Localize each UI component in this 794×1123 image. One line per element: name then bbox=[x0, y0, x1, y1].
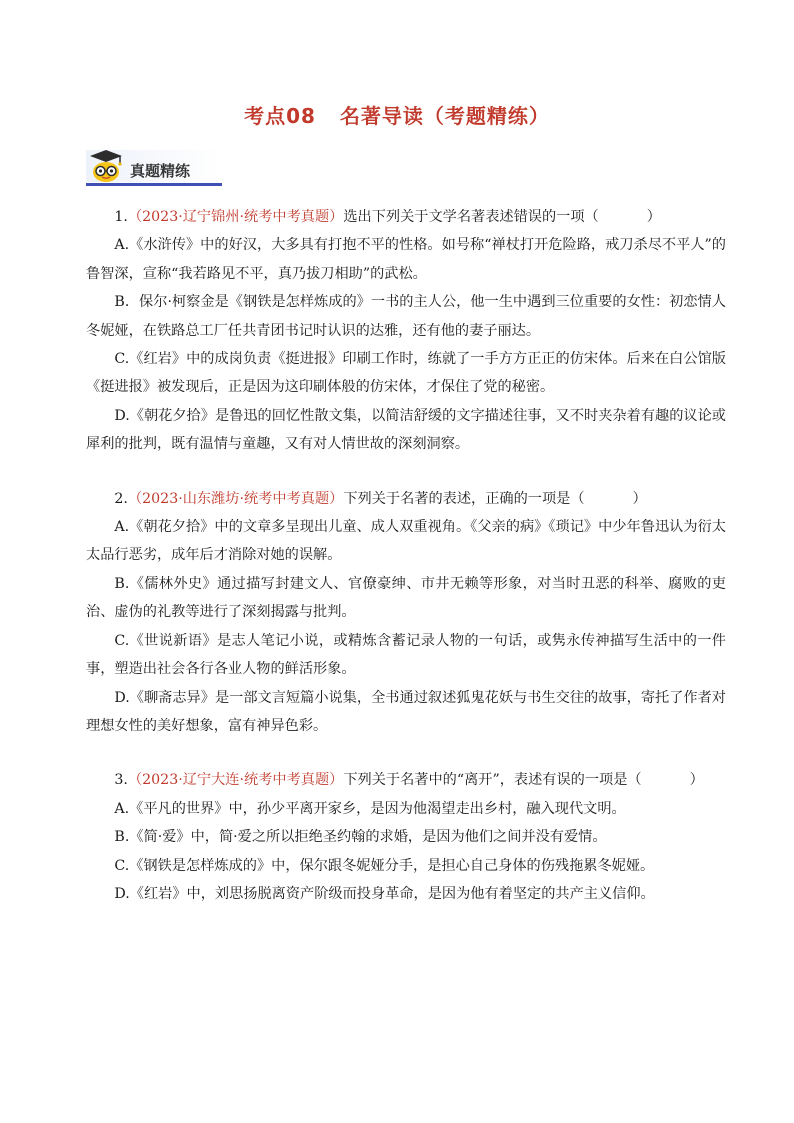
option-b[interactable]: B.《简·爱》中，简·爱之所以拒绝圣约翰的求婚，是因为他们之间并没有爱情。 bbox=[114, 829, 607, 846]
option-b[interactable]: B.《儒林外史》通过描写封建文人、官僚豪绅、市井无赖等形象，对当时丑恶的科举、腐败的吏治、虚伪的礼教等进行了深刻揭露与批判。 bbox=[86, 575, 726, 621]
title-part2: 名著导读（考题精练） bbox=[339, 104, 550, 128]
question-3 bbox=[86, 766, 726, 908]
question-list bbox=[86, 203, 726, 908]
option-d[interactable]: D.《聊斋志异》是一部文言短篇小说集，全书通过叙述狐鬼花妖与书生交往的故事，寄托了作者对理想女性的美好想象，富有神异色彩。 bbox=[86, 689, 726, 734]
question-source: （2023·山东潍坊·统考中考真题） bbox=[127, 490, 344, 507]
question-text: 下列关于名著的表述，正确的一项是（ bbox=[343, 490, 585, 507]
question-source: （2023·辽宁锦州·统考中考真题） bbox=[127, 209, 344, 225]
question-number: 1. bbox=[114, 209, 128, 225]
question-text: 下列关于名著中的“离开”，表述有误的一项是（ bbox=[343, 772, 642, 789]
option-b[interactable]: B．保尔·柯察金是《钢铁是怎样炼成的》一书的主人公，他一生中遇到三位重要的女性：初恋情人冬妮娅，在铁路总工厂任共青团书记时认识的达雅，还有他的妻子丽达。 bbox=[86, 294, 726, 339]
answer-paren-close: ） bbox=[689, 772, 704, 789]
option-a[interactable]: A.《水浒传》中的好汉，大多具有打抱不平的性格。如号称“禅杖打开危险路，戒刀杀尽不平人”的鲁智深，宣称“我若路见不平，真乃拔刀相助”的武松。 bbox=[86, 237, 726, 282]
section-header bbox=[86, 148, 222, 188]
question-number: 3. bbox=[114, 772, 128, 789]
question-2 bbox=[86, 485, 726, 741]
option-c[interactable]: C.《钢铁是怎样炼成的》中，保尔跟冬妮娅分手，是担心自己身体的伤残拖累冬妮娅。 bbox=[114, 857, 655, 874]
answer-paren-close: ） bbox=[646, 209, 661, 225]
option-d[interactable]: D.《红岩》中，刘思扬脱离资产阶级而投身革命，是因为他有着坚定的共产主义信仰。 bbox=[114, 885, 655, 902]
answer-paren-close: ） bbox=[632, 490, 647, 507]
question-stem bbox=[86, 485, 726, 513]
question-source: （2023·辽宁大连·统考中考真题） bbox=[127, 772, 344, 789]
option-c[interactable]: C.《世说新语》是志人笔记小说，或精炼含蓄记录人物的一句话，或隽永传神描写生活中的一件事，塑造出社会各行各业人物的鲜活形象。 bbox=[86, 632, 726, 678]
question-stem bbox=[86, 203, 726, 231]
option-c[interactable]: C.《红岩》中的成岗负责《挺进报》印刷工作时，练就了一手方方正正的仿宋体。后来在白公馆版《挺进报》被发现后，正是因为这印刷体般的仿宋体，才保住了党的秘密。 bbox=[86, 351, 726, 396]
title-part1: 考点08 bbox=[244, 104, 316, 128]
question-stem bbox=[86, 766, 726, 794]
question-text: 选出下列关于文学名著表述错误的一项（ bbox=[343, 209, 599, 225]
option-a[interactable]: A.《平凡的世界》中，孙少平离开家乡，是因为他渴望走出乡村，融入现代文明。 bbox=[114, 800, 626, 817]
option-d[interactable]: D.《朝花夕拾》是鲁迅的回忆性散文集，以简洁舒缓的文字描述往事，又不时夹杂着有趣的议论或犀利的批判，既有温情与童趣，又有对人情世故的深刻洞察。 bbox=[86, 407, 726, 453]
page-title bbox=[0, 100, 794, 129]
question-1 bbox=[86, 203, 726, 459]
mascot-icon bbox=[86, 148, 126, 184]
option-a[interactable]: A.《朝花夕拾》中的文章多呈现出儿童、成人双重视角。《父亲的病》《琐记》中少年鲁迅认为衍太太品行恶劣，成年后才消除对她的误解。 bbox=[86, 519, 726, 564]
section-label: 真题精练 bbox=[130, 162, 191, 180]
question-number: 2. bbox=[114, 490, 128, 507]
